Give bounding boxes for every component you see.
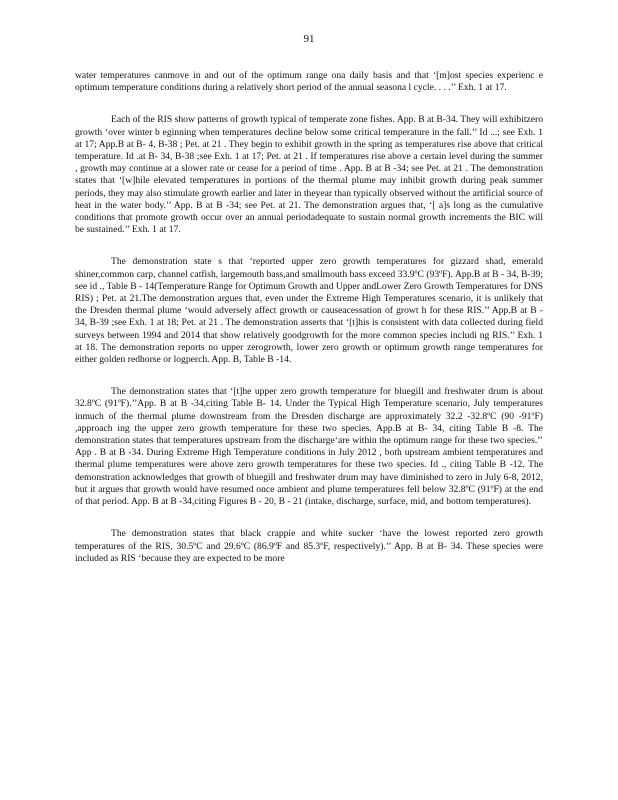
paragraph-ris-growth-patterns: Each of the RIS show patterns of growth typical of temperate zone fishes. App. B at B-34. They will exhibitzero growth ‘over winter b eginning when temperatures decline below some critical temperature in the fall.’’ Id ...; see Exh. 1 at 17; App.B at B- 4, B-38 ; Pet. at 21 . They begin to exhibit growth in the spring as temperatures rise above that critical temperature. Id .at B- 34, B-38 ;see Exh. 1 at 17; Pet. at 21 . If temperatures rise above a certain level during the summer , growth may continue at a slower rate or cease for a period of time . App. B at B -34; see Pet. at 21 . The demonstration states that ‘[w]hile elevated temperatures in portions of the thermal plume may inhibit growth during peak summer periods, they may also stimulate growth earlier and later in theyear than typically observed without the artificial source of heat in the water body.’’ App. B at B -34; see Pet. at 21. The demonstration argues that, ‘[ a]s long as the cumulative conditions that promote growth occur over an annual periodadequate to sustain normal growth increments the BIC will be sustained.’’ Exh. 1 at 17. (75, 114, 543, 236)
document-body (75, 70, 543, 585)
paragraph-crappie-sucker: The demonstration states that black crappie and white sucker ‘have the lowest reported zero growth temperatures of the RIS, 30.5ºC and 29.6ºC (86.9ºF and 85.3ºF, respectively).’’ App. B at B- 34. These species were included as RIS ‘because they are expected to be more (75, 528, 543, 564)
paragraph-bluegill-drum: The demonstration states that ‘[t]he upper zero growth temperature for bluegill and freshwater drum is about 32.8ºC (91ºF).’’App. B at B -34,citing Table B- 14. Under the Typical High Temperature scenario, July temperatures inmuch of the thermal plume downstream from the Dresden discharge are approximately 32.2 -32.8ºC (90 -91ºF) ,approach ing the upper zero growth temperature for these two species. App.B at B- 34, citing Table B -8. The demonstration states that temperatures upstream from the discharge‘are within the optimum range for these two species.’’ App . B at B -34. During Extreme High Temperature conditions in July 2012 , both upstream ambient temperatures and thermal plume temperatures were above zero growth temperatures for these two species. Id ., citing Table B -12. The demonstration acknowledges that growth of bluegill and freshwater drum may have diminished to zero in July 6-8, 2012, but it argues that growth would have resumed once ambient and plume temperatures fell below 32.8ºC (91ºF) at the end of that period. App. B at B -34,citing Figures B - 20, B - 21 (intake, discharge, surface, mid, and bottom temperatures). (75, 386, 543, 508)
paragraph-continued: water temperatures canmove in and out of the optimum range ona daily basis and that ‘[m]ost species experienc e optimum temperature conditions during a relatively short period of the annual seasona l cycle. . . .’’ Exh. 1 at 17. (75, 70, 543, 94)
paragraph-upper-zero-growth: The demonstration state s that ‘reported upper zero growth temperatures for gizzard shad, emerald shiner,common carp, channel catfish, largemouth bass,and smallmouth bass exceed 33.9ºC (93ºF). App.B at B - 34, B-39; see id ., Table B - 14(Temperature Range for Optimum Growth and Upper andLower Zero Growth Temperatures for DNS RIS) ; Pet. at 21.The demonstration argues that, even under the Extreme High Temperatures scenario, it is unlikely that the Dresden thermal plume ‘would adversely affect growth or causeacessation of growt h for these RIS.’’ App.B at B - 34, B-39 ;see Exh. 1 at 18; Pet. at 21 . The demonstration asserts that ‘[t]his is consistent with data collected during field surveys between 1994 and 2014 that show relatively goodgrowth for the more common species includi ng RIS.’’ Exh. 1 at 18. The demonstration reports no upper zerogrowth, lower zero growth or optimum growth range temperatures for either golden redhorse or logperch. App. B, Table B -14. (75, 256, 543, 366)
page-number: 91 (303, 33, 315, 45)
